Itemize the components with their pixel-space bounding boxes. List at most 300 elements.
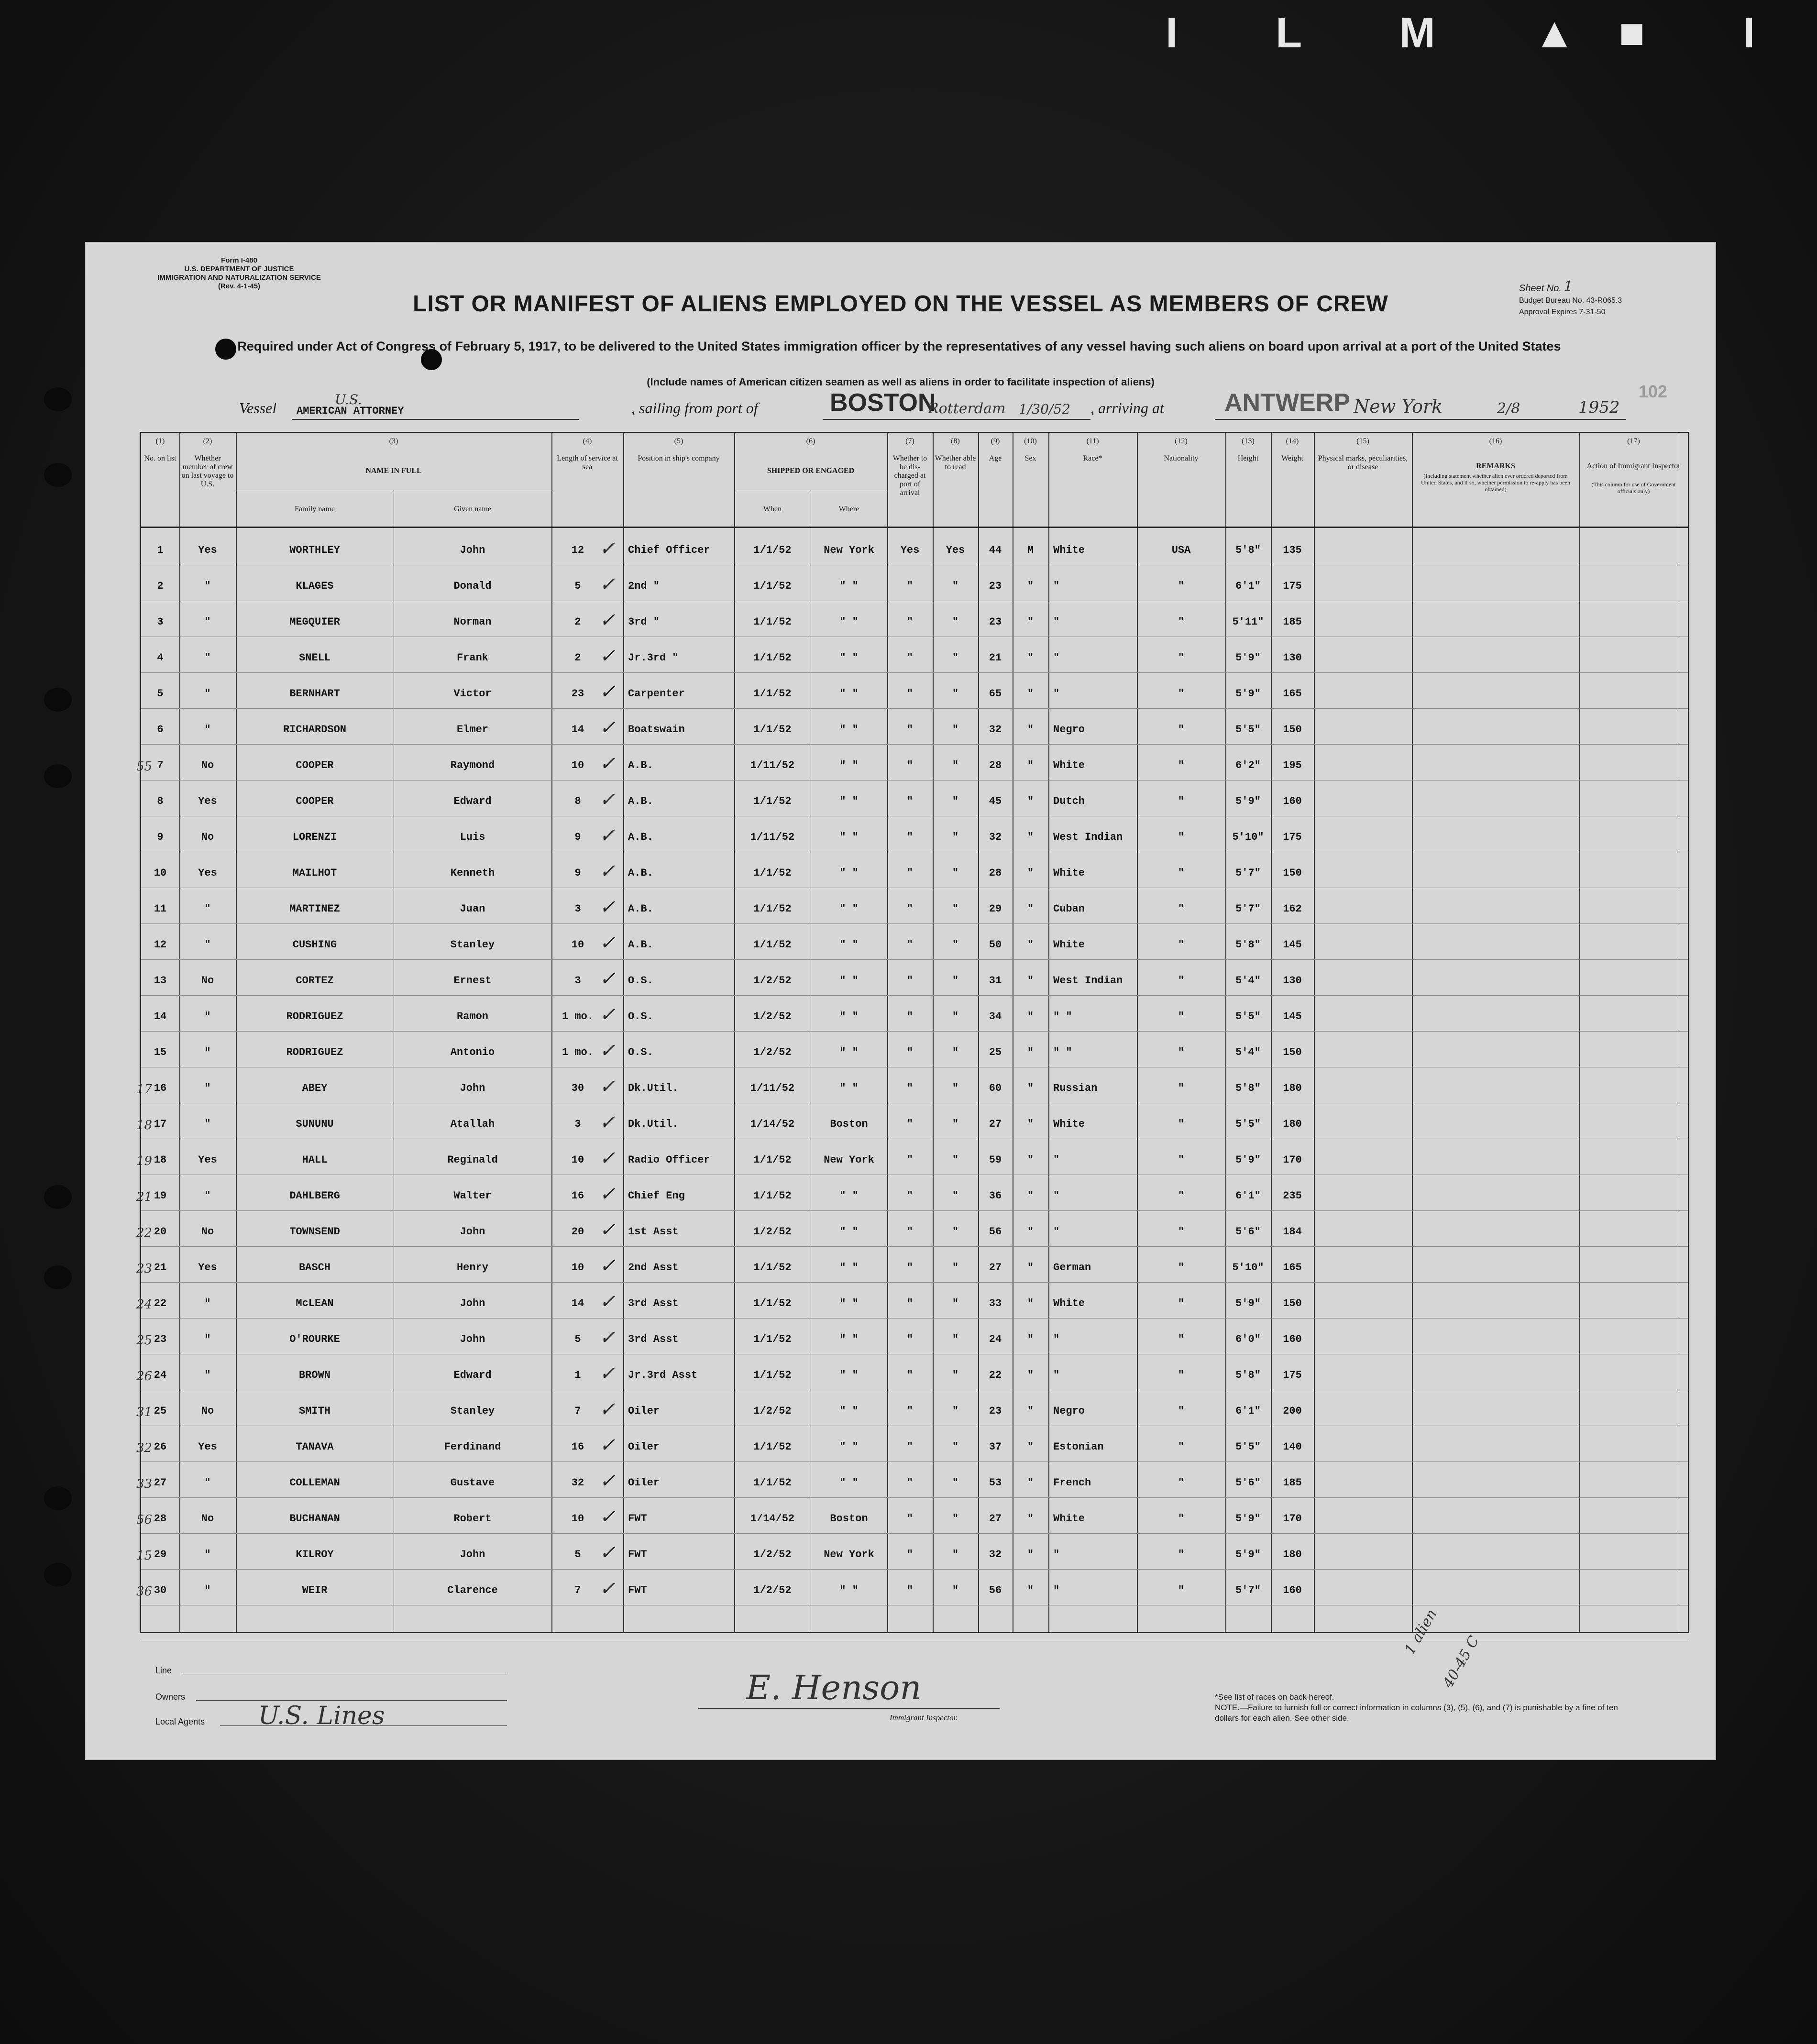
shipped-where-cell: " " — [839, 1190, 859, 1202]
last-voyage-cell: " — [204, 616, 211, 628]
family-name-cell: KLAGES — [296, 580, 334, 592]
position-cell: A.B. — [628, 759, 653, 771]
sex-cell: " — [1027, 1046, 1034, 1058]
family-name-cell: LORENZI — [292, 831, 337, 843]
race-cell: White — [1053, 1513, 1085, 1525]
family-name-cell: O'ROURKE — [289, 1333, 340, 1345]
weight-cell: 160 — [1283, 795, 1302, 807]
given-name-cell: John — [460, 544, 485, 556]
check-mark: ✓ — [599, 1147, 616, 1169]
table-row — [141, 1040, 1688, 1066]
punch-hole — [44, 1486, 72, 1510]
check-mark: ✓ — [599, 609, 616, 631]
nationality-cell: " — [1178, 1369, 1185, 1381]
position-cell: Oiler — [628, 1477, 660, 1489]
last-voyage-cell: No — [201, 831, 214, 843]
shipped-when-cell: 1/1/52 — [753, 616, 792, 628]
height-cell: 5'7" — [1235, 867, 1261, 879]
able-to-read-cell: " — [952, 1154, 959, 1166]
given-name-cell: Gustave — [450, 1477, 495, 1489]
table-row — [136, 1111, 1688, 1137]
race-cell: " — [1053, 688, 1060, 700]
margin-renumber: 32 — [136, 1441, 153, 1455]
able-to-read-cell: " — [952, 1082, 959, 1094]
punch-hole — [44, 463, 72, 487]
able-to-read-cell: " — [952, 1011, 959, 1022]
given-name-cell: Atallah — [450, 1118, 495, 1130]
age-cell: 36 — [989, 1190, 1002, 1202]
sex-cell: " — [1027, 1226, 1034, 1238]
check-mark: ✓ — [599, 1183, 616, 1205]
last-voyage-cell: " — [204, 652, 211, 664]
race-cell: Negro — [1053, 1405, 1085, 1417]
last-voyage-cell: " — [204, 1190, 211, 1202]
nationality-cell: " — [1178, 867, 1185, 879]
nationality-cell: " — [1178, 1046, 1185, 1058]
nationality-cell: " — [1178, 1477, 1185, 1489]
check-mark: ✓ — [599, 896, 616, 918]
age-cell: 50 — [989, 939, 1002, 951]
height-cell: 5'9" — [1235, 795, 1261, 807]
column-header: SHIPPED OR ENGAGED — [767, 467, 855, 475]
sailing-port-handwritten: Rotterdam — [928, 400, 1006, 417]
given-name-cell: Norman — [453, 616, 492, 628]
weight-cell: 150 — [1283, 1297, 1302, 1309]
sex-cell: " — [1027, 724, 1034, 736]
weight-cell: 165 — [1283, 1262, 1302, 1274]
legal-notice: Required under Act of Congress of February 5, 1917, to be delivered to the United States immigration officer by the representatives of any vessel having such aliens on board upon arrival at a port of the United States — [237, 339, 1561, 353]
position-cell: Boatswain — [628, 724, 685, 736]
last-voyage-cell: " — [204, 1333, 211, 1345]
shipped-where-cell: New York — [824, 1549, 874, 1560]
table-row — [136, 1398, 1688, 1424]
row-number: 11 — [154, 903, 167, 915]
column-subheader: Family name — [295, 505, 335, 513]
family-name-cell: SMITH — [298, 1405, 330, 1417]
race-cell: " — [1053, 1333, 1060, 1345]
table-row — [141, 824, 1688, 850]
given-name-cell: Robert — [453, 1513, 492, 1525]
family-name-cell: McLEAN — [296, 1297, 334, 1309]
table-row — [136, 1219, 1688, 1245]
position-cell: 3rd " — [628, 616, 660, 628]
race-cell: White — [1053, 759, 1085, 771]
shipped-where-cell: " " — [839, 1584, 859, 1596]
shipped-when-cell: 1/1/52 — [753, 795, 792, 807]
discharge-cell: " — [906, 1584, 914, 1596]
shipped-when-cell: 1/1/52 — [753, 544, 792, 556]
weight-cell: 130 — [1283, 652, 1302, 664]
column-header: Sex — [1024, 454, 1036, 462]
shipped-when-cell: 1/2/52 — [753, 1226, 792, 1238]
position-cell: Radio Officer — [628, 1154, 710, 1166]
vessel-line — [239, 389, 1626, 420]
service-length-cell: 7 — [574, 1405, 581, 1417]
column-number: (9) — [991, 437, 1000, 445]
nationality-cell: " — [1178, 795, 1185, 807]
check-mark: ✓ — [599, 1004, 616, 1026]
age-cell: 56 — [989, 1584, 1002, 1596]
position-cell: Carpenter — [628, 688, 685, 700]
discharge-cell: Yes — [900, 544, 920, 556]
last-voyage-cell: Yes — [198, 1262, 217, 1274]
weight-cell: 135 — [1283, 544, 1302, 556]
column-number: (7) — [905, 437, 914, 445]
age-cell: 59 — [989, 1154, 1002, 1166]
family-name-cell: SNELL — [298, 652, 330, 664]
family-name-cell: HALL — [302, 1154, 328, 1166]
able-to-read-cell: " — [952, 1226, 959, 1238]
nationality-cell: " — [1178, 1297, 1185, 1309]
table-row — [141, 968, 1688, 994]
vessel-name: AMERICAN ATTORNEY — [297, 405, 404, 417]
position-cell: 2nd " — [628, 580, 660, 592]
table-row — [136, 1470, 1688, 1496]
column-number: (5) — [674, 437, 683, 445]
table-row — [136, 1327, 1688, 1352]
age-cell: 31 — [989, 975, 1002, 987]
shipped-when-cell: 1/2/52 — [753, 1584, 792, 1596]
race-cell: White — [1053, 544, 1085, 556]
height-cell: 5'10" — [1232, 1262, 1264, 1274]
race-cell: Negro — [1053, 724, 1085, 736]
given-name-cell: Luis — [460, 831, 485, 843]
sex-cell: " — [1027, 688, 1034, 700]
race-cell: Cuban — [1053, 903, 1085, 915]
shipped-where-cell: " " — [839, 1011, 859, 1022]
family-name-cell: CUSHING — [292, 939, 337, 951]
discharge-cell: " — [906, 688, 914, 700]
column-number: (11) — [1086, 437, 1099, 445]
given-name-cell: Edward — [453, 795, 492, 807]
age-cell: 27 — [989, 1118, 1002, 1130]
column-subheader: (This column for use of Government officials only) — [1591, 481, 1676, 495]
shipped-where-cell: " " — [839, 867, 859, 879]
shipped-when-cell: 1/2/52 — [753, 975, 792, 987]
shipped-when-cell: 1/1/52 — [753, 1333, 792, 1345]
age-cell: 44 — [989, 544, 1002, 556]
shipped-where-cell: " " — [839, 1405, 859, 1417]
position-cell: A.B. — [628, 831, 653, 843]
shipped-when-cell: 1/1/52 — [753, 1441, 792, 1453]
family-name-cell: RODRIGUEZ — [286, 1046, 343, 1058]
service-length-cell: 12 — [571, 544, 584, 556]
nationality-cell: " — [1178, 724, 1185, 736]
check-mark: ✓ — [599, 1398, 616, 1420]
row-number: 27 — [154, 1477, 167, 1489]
last-voyage-cell: Yes — [198, 867, 217, 879]
race-cell: French — [1053, 1477, 1091, 1489]
sex-cell: " — [1027, 1441, 1034, 1453]
family-name-cell: BUCHANAN — [289, 1513, 340, 1525]
service-length-cell: 9 — [574, 831, 581, 843]
service-length-cell: 3 — [574, 1118, 581, 1130]
row-number: 19 — [154, 1190, 167, 1202]
height-cell: 6'1" — [1235, 580, 1261, 592]
height-cell: 6'1" — [1235, 1190, 1261, 1202]
sex-cell: " — [1027, 1262, 1034, 1274]
given-name-cell: Stanley — [450, 939, 495, 951]
age-cell: 37 — [989, 1441, 1002, 1453]
inspector-label: Immigrant Inspector. — [890, 1713, 958, 1722]
shipped-where-cell: " " — [839, 1226, 859, 1238]
shipped-where-cell: " " — [839, 688, 859, 700]
position-cell: Jr.3rd Asst — [628, 1369, 698, 1381]
row-number: 3 — [157, 616, 164, 628]
last-voyage-cell: " — [204, 1118, 211, 1130]
height-cell: 5'5" — [1235, 724, 1261, 736]
nationality-cell: " — [1178, 616, 1185, 628]
table-row — [141, 681, 1688, 707]
family-name-cell: TOWNSEND — [289, 1226, 340, 1238]
family-name-cell: BROWN — [298, 1369, 330, 1381]
sex-cell: " — [1027, 1333, 1034, 1345]
service-length-cell: 10 — [571, 1262, 584, 1274]
sex-cell: " — [1027, 939, 1034, 951]
nationality-cell: " — [1178, 1441, 1185, 1453]
shipped-when-cell: 1/1/52 — [753, 652, 792, 664]
margin-renumber: 26 — [136, 1369, 153, 1384]
height-cell: 5'8" — [1235, 1082, 1261, 1094]
height-cell: 5'8" — [1235, 1369, 1261, 1381]
given-name-cell: Ramon — [456, 1011, 488, 1022]
last-voyage-cell: No — [201, 975, 214, 987]
sex-cell: " — [1027, 795, 1034, 807]
height-cell: 5'10" — [1232, 831, 1264, 843]
row-number: 8 — [157, 795, 164, 807]
race-cell: " — [1053, 1154, 1060, 1166]
table-row — [136, 1506, 1688, 1532]
nationality-cell: " — [1178, 1011, 1185, 1022]
page-title: LIST OR MANIFEST OF ALIENS EMPLOYED ON THE VESSEL AS MEMBERS OF CREW — [413, 291, 1388, 317]
service-length-cell: 3 — [574, 903, 581, 915]
table-row — [136, 1291, 1688, 1317]
able-to-read-cell: " — [952, 831, 959, 843]
nationality-cell: " — [1178, 1549, 1185, 1560]
height-cell: 5'11" — [1232, 616, 1264, 628]
include-note: (Include names of American citizen seamen as well as aliens in order to facilitate inspection of aliens) — [647, 376, 1155, 388]
shipped-when-cell: 1/1/52 — [753, 688, 792, 700]
check-mark: ✓ — [599, 932, 616, 954]
family-name-cell: KILROY — [296, 1549, 334, 1560]
column-subheader: Where — [838, 505, 859, 513]
row-number: 12 — [154, 939, 167, 951]
discharge-cell: " — [906, 1297, 914, 1309]
annotation-alien-count: 1 alien — [1401, 1606, 1441, 1658]
check-mark: ✓ — [599, 1506, 616, 1528]
able-to-read-cell: " — [952, 1118, 959, 1130]
sex-cell: " — [1027, 1082, 1034, 1094]
given-name-cell: Reginald — [447, 1154, 498, 1166]
table-row — [141, 538, 1688, 563]
row-number: 30 — [154, 1584, 167, 1596]
weight-cell: 140 — [1283, 1441, 1302, 1453]
service-length-cell: 1 — [574, 1369, 581, 1381]
margin-renumber: 24 — [136, 1297, 153, 1312]
weight-cell: 165 — [1283, 688, 1302, 700]
row-number: 16 — [154, 1082, 167, 1094]
table-row — [136, 1578, 1688, 1604]
shipped-where-cell: " " — [839, 939, 859, 951]
shipped-when-cell: 1/1/52 — [753, 903, 792, 915]
check-mark: ✓ — [599, 824, 616, 846]
owners-label: Owners — [155, 1692, 186, 1702]
sex-cell: " — [1027, 652, 1034, 664]
check-mark: ✓ — [599, 1255, 616, 1277]
last-voyage-cell: No — [201, 1513, 214, 1525]
shipped-where-cell: " " — [839, 795, 859, 807]
service-length-cell: 14 — [571, 1297, 584, 1309]
discharge-cell: " — [906, 1477, 914, 1489]
column-number: (13) — [1242, 437, 1255, 445]
given-name-cell: Kenneth — [450, 867, 495, 879]
last-voyage-cell: " — [204, 688, 211, 700]
age-cell: 28 — [989, 759, 1002, 771]
weight-cell: 160 — [1283, 1584, 1302, 1596]
row-number: 22 — [154, 1297, 167, 1309]
last-voyage-cell: " — [204, 1477, 211, 1489]
age-cell: 25 — [989, 1046, 1002, 1058]
crew-manifest-table — [136, 432, 1689, 1633]
height-cell: 5'7" — [1235, 1584, 1261, 1596]
service-length-cell: 5 — [574, 1333, 581, 1345]
shipped-where-cell: " " — [839, 831, 859, 843]
table-row — [136, 1363, 1688, 1388]
family-name-cell: RODRIGUEZ — [286, 1011, 343, 1022]
row-number: 14 — [154, 1011, 167, 1022]
shipped-where-cell: " " — [839, 975, 859, 987]
race-cell: " — [1053, 580, 1060, 592]
weight-cell: 130 — [1283, 975, 1302, 987]
position-cell: A.B. — [628, 939, 653, 951]
check-mark: ✓ — [599, 1434, 616, 1456]
given-name-cell: John — [460, 1333, 485, 1345]
race-cell: " — [1053, 616, 1060, 628]
shipped-when-cell: 1/11/52 — [750, 831, 795, 843]
able-to-read-cell: " — [952, 1190, 959, 1202]
table-row — [141, 932, 1688, 958]
column-header: Position in ship's company — [638, 454, 720, 462]
last-voyage-cell: " — [204, 903, 211, 915]
race-cell: West Indian — [1053, 831, 1123, 843]
weight-cell: 145 — [1283, 939, 1302, 951]
nationality-cell: USA — [1171, 544, 1191, 556]
punch-hole — [44, 764, 72, 788]
nationality-cell: " — [1178, 652, 1185, 664]
nationality-cell: " — [1178, 1226, 1185, 1238]
position-cell: Jr.3rd " — [628, 652, 679, 664]
nationality-cell: " — [1178, 688, 1185, 700]
nationality-cell: " — [1178, 903, 1185, 915]
race-cell: " — [1053, 1226, 1060, 1238]
column-header: Nationality — [1164, 454, 1199, 462]
margin-renumber: 56 — [136, 1513, 153, 1527]
local-agents-label: Local Agents — [155, 1717, 205, 1726]
shipped-where-cell: " " — [839, 903, 859, 915]
height-cell: 5'9" — [1235, 1549, 1261, 1560]
able-to-read-cell: " — [952, 975, 959, 987]
column-header: Race* — [1083, 454, 1102, 462]
discharge-cell: " — [906, 1405, 914, 1417]
age-cell: 45 — [989, 795, 1002, 807]
last-voyage-cell: Yes — [198, 544, 217, 556]
row-number: 29 — [154, 1549, 167, 1560]
last-voyage-cell: " — [204, 580, 211, 592]
race-cell: " " — [1053, 1011, 1072, 1022]
column-header: No. on list — [144, 454, 176, 462]
last-voyage-cell: Yes — [198, 1154, 217, 1166]
check-mark: ✓ — [599, 645, 616, 667]
nationality-cell: " — [1178, 1584, 1185, 1596]
check-mark: ✓ — [599, 860, 616, 882]
row-number: 9 — [157, 831, 164, 843]
able-to-read-cell: " — [952, 1333, 959, 1345]
service-length-cell: 7 — [574, 1584, 581, 1596]
margin-renumber: 17 — [136, 1082, 153, 1097]
last-voyage-cell: " — [204, 1297, 211, 1309]
check-mark: ✓ — [599, 1291, 616, 1313]
family-name-cell: CORTEZ — [296, 975, 334, 987]
table-row — [136, 1255, 1688, 1281]
check-mark: ✓ — [599, 681, 616, 703]
discharge-cell: " — [906, 795, 914, 807]
discharge-cell: " — [906, 903, 914, 915]
given-name-cell: Ernest — [453, 975, 492, 987]
weight-cell: 150 — [1283, 1046, 1302, 1058]
given-name-cell: Ferdinand — [444, 1441, 501, 1453]
arrival-port-stamp: ANTWERP — [1224, 389, 1350, 417]
column-number: (4) — [583, 437, 592, 445]
column-number: (12) — [1175, 437, 1188, 445]
age-cell: 23 — [989, 580, 1002, 592]
table-row — [141, 860, 1688, 886]
margin-renumber: 33 — [136, 1477, 153, 1491]
weight-cell: 170 — [1283, 1154, 1302, 1166]
age-cell: 23 — [989, 1405, 1002, 1417]
height-cell: 5'9" — [1235, 1513, 1261, 1525]
shipped-when-cell: 1/1/52 — [753, 1477, 792, 1489]
last-voyage-cell: Yes — [198, 795, 217, 807]
age-cell: 21 — [989, 652, 1002, 664]
arrival-date: 2/8 — [1497, 400, 1520, 417]
row-number: 4 — [157, 652, 164, 664]
given-name-cell: John — [460, 1226, 485, 1238]
race-cell: " — [1053, 1369, 1060, 1381]
weight-cell: 184 — [1283, 1226, 1302, 1238]
shipped-when-cell: 1/2/52 — [753, 1405, 792, 1417]
family-name-cell: MARTINEZ — [289, 903, 340, 915]
shipped-when-cell: 1/1/52 — [753, 867, 792, 879]
height-cell: 5'5" — [1235, 1441, 1261, 1453]
able-to-read-cell: " — [952, 1477, 959, 1489]
race-cell: " " — [1053, 1046, 1072, 1058]
check-mark: ✓ — [599, 1363, 616, 1385]
sex-cell: " — [1027, 1297, 1034, 1309]
given-name-cell: Elmer — [456, 724, 488, 736]
weight-cell: 175 — [1283, 1369, 1302, 1381]
discharge-cell: " — [906, 759, 914, 771]
shipped-where-cell: Boston — [830, 1513, 868, 1525]
nationality-cell: " — [1178, 1154, 1185, 1166]
family-name-cell: COLLEMAN — [289, 1477, 340, 1489]
check-mark: ✓ — [599, 1327, 616, 1349]
race-cell: " — [1053, 1190, 1060, 1202]
column-subheader: Given name — [454, 505, 491, 513]
service-length-cell: 20 — [571, 1226, 584, 1238]
service-length-cell: 30 — [571, 1082, 584, 1094]
service-length-cell: 16 — [571, 1190, 584, 1202]
able-to-read-cell: " — [952, 1584, 959, 1596]
